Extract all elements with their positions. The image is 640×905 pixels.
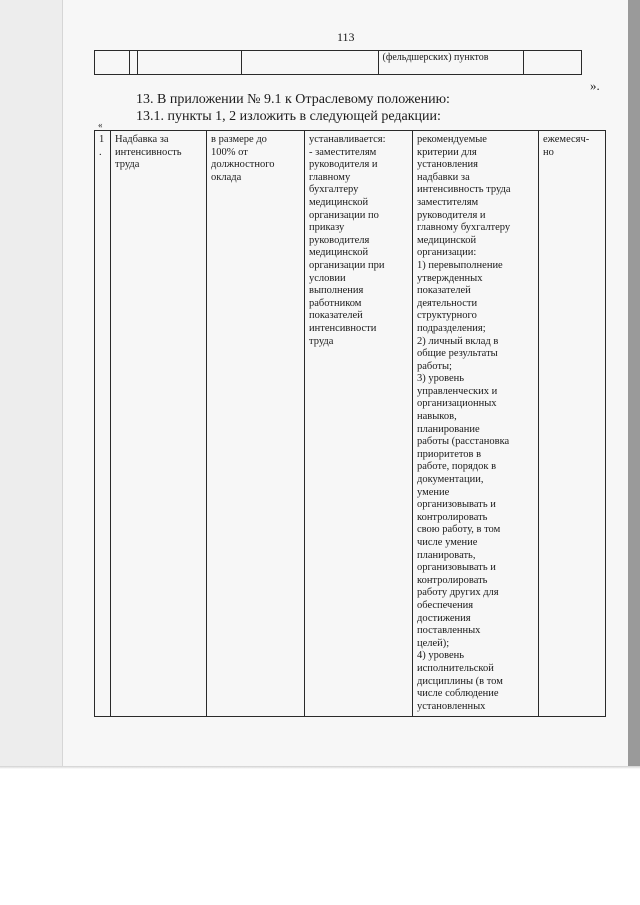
cell-text-line: целей); [417, 637, 450, 649]
cell-text-line: работы (расстановка [417, 436, 510, 448]
cell-text-line: подразделения; [417, 322, 486, 334]
table-cell: (фельдшерских) пунктов [378, 51, 523, 75]
cell-text-line: установления [417, 159, 478, 171]
cell-text-line: организации: [417, 247, 477, 259]
cell-text-line: руководителя и [309, 159, 378, 171]
cell-text-line: обеспечения [417, 599, 474, 611]
cell-text-line: - заместителям [309, 146, 377, 158]
allowance-name-cell [111, 131, 207, 717]
cell-text-line: в размере до [211, 134, 267, 145]
cell-text-line: руководителя и [417, 209, 486, 221]
cell-text-line: Надбавка за [115, 134, 169, 145]
cell-text-line: медицинской [309, 196, 369, 208]
cell-text-line: общие результаты [417, 348, 498, 360]
cell-text-line: достижения [417, 612, 471, 624]
cell-text-line: утвержденных [417, 272, 483, 284]
cell-text-line: рекомендуемые [417, 134, 487, 145]
cell-text-line: работе, порядок в [417, 461, 497, 473]
cell-text-line: приоритетов в [417, 448, 482, 460]
cell-text-line: руководителя [309, 234, 370, 246]
cell-text-line: медицинской [309, 247, 369, 259]
previous-table-fragment [94, 50, 582, 75]
cell-text-line: организации по [309, 209, 379, 221]
cell-text-line: организации при [309, 259, 385, 271]
cell-text-line: устанавливается: [309, 134, 386, 145]
cell-text-line: дисциплины (в том [417, 675, 503, 687]
cell-text-line: организационных [417, 398, 497, 410]
table-cell [129, 51, 138, 75]
cell-text-line: работы; [417, 360, 452, 372]
cell-text-line: организовывать и [417, 562, 496, 574]
cell-text-line: приказу [309, 222, 345, 234]
cell-text-line: контролировать [417, 511, 488, 523]
closing-quote: ». [590, 78, 600, 93]
cell-text-line: числе умение [417, 537, 478, 548]
table-cell [523, 51, 581, 75]
cell-text-line: 2) личный вклад в [417, 335, 499, 347]
payment-period-cell [539, 131, 606, 717]
table-cell [242, 51, 378, 75]
cell-text-line: работником [309, 297, 362, 309]
cell-text-line: труда [115, 159, 140, 171]
section-heading: 13. В приложении № 9.1 к Отраслевому положению: [136, 92, 450, 107]
cell-text-line: планировать, [417, 549, 476, 561]
allowance-table [94, 130, 606, 717]
table-row [95, 51, 582, 75]
scan-bottom-edge [0, 766, 640, 769]
cell-text-line: критерии для [417, 146, 477, 158]
cell-text-line: интенсивности [309, 322, 377, 334]
cell-text-line: главному бухгалтеру [417, 222, 511, 234]
cell-text-line: контролировать [417, 574, 488, 586]
cell-text-line: интенсивность труда [417, 184, 511, 196]
table-row [95, 131, 606, 717]
cell-text-line: деятельности [417, 297, 478, 309]
cell-text-line: 100% от [211, 146, 248, 158]
opening-quote: « [98, 120, 103, 130]
cell-text-line: установленных [417, 700, 486, 712]
scan-edge [628, 0, 640, 768]
row-number-cell: 1. [95, 131, 111, 717]
cell-text-line: заместителям [417, 196, 479, 208]
cell-text-line: выполнения [309, 285, 364, 297]
subsection-heading: 13.1. пункты 1, 2 изложить в следующей редакции: [136, 109, 441, 124]
table-cell [138, 51, 242, 75]
allowance-amount-cell [207, 131, 305, 717]
cell-text-line: числе соблюдение [417, 688, 499, 700]
cell-text-line: 1) перевыполнение [417, 259, 503, 271]
cell-text-line: управленческих и [417, 385, 498, 397]
criteria-cell [413, 131, 539, 717]
cell-text-line: работу других для [417, 587, 499, 599]
cell-text-line: 3) уровень [417, 373, 465, 385]
cell-text-line: планирование [417, 423, 480, 435]
cell-text-line: умение [417, 486, 450, 498]
cell-text-line: исполнительской [417, 662, 494, 674]
cell-text-line: структурного [417, 310, 477, 322]
cell-text-line: навыков, [417, 411, 457, 423]
cell-text-line: медицинской [417, 234, 477, 246]
cell-text-line: надбавки за [417, 171, 470, 183]
cell-text-line: оклада [211, 171, 242, 183]
cell-text-line: условии [309, 272, 346, 284]
cell-text-line: интенсивность [115, 146, 182, 158]
cell-text-line: должностного [211, 159, 275, 171]
cell-text-line: поставленных [417, 625, 481, 637]
cell-text-line: бухгалтеру [309, 184, 359, 196]
cell-text-line: 4) уровень [417, 650, 465, 662]
cell-text-line: труда [309, 335, 334, 347]
cell-text-line: организовывать и [417, 499, 496, 511]
cell-text-line: главному [309, 171, 351, 183]
cell-text-line: показателей [309, 310, 363, 322]
table-cell [95, 51, 130, 75]
established-by-cell [305, 131, 413, 717]
page-number: 113 [337, 30, 355, 44]
cell-text-line: свою работу, в том [417, 524, 501, 536]
cell-text-line: документации, [417, 474, 484, 486]
cell-text-line: показателей [417, 285, 471, 297]
cell-text-line: но [543, 146, 554, 158]
cell-text-line: ежемесяч- [543, 134, 590, 145]
